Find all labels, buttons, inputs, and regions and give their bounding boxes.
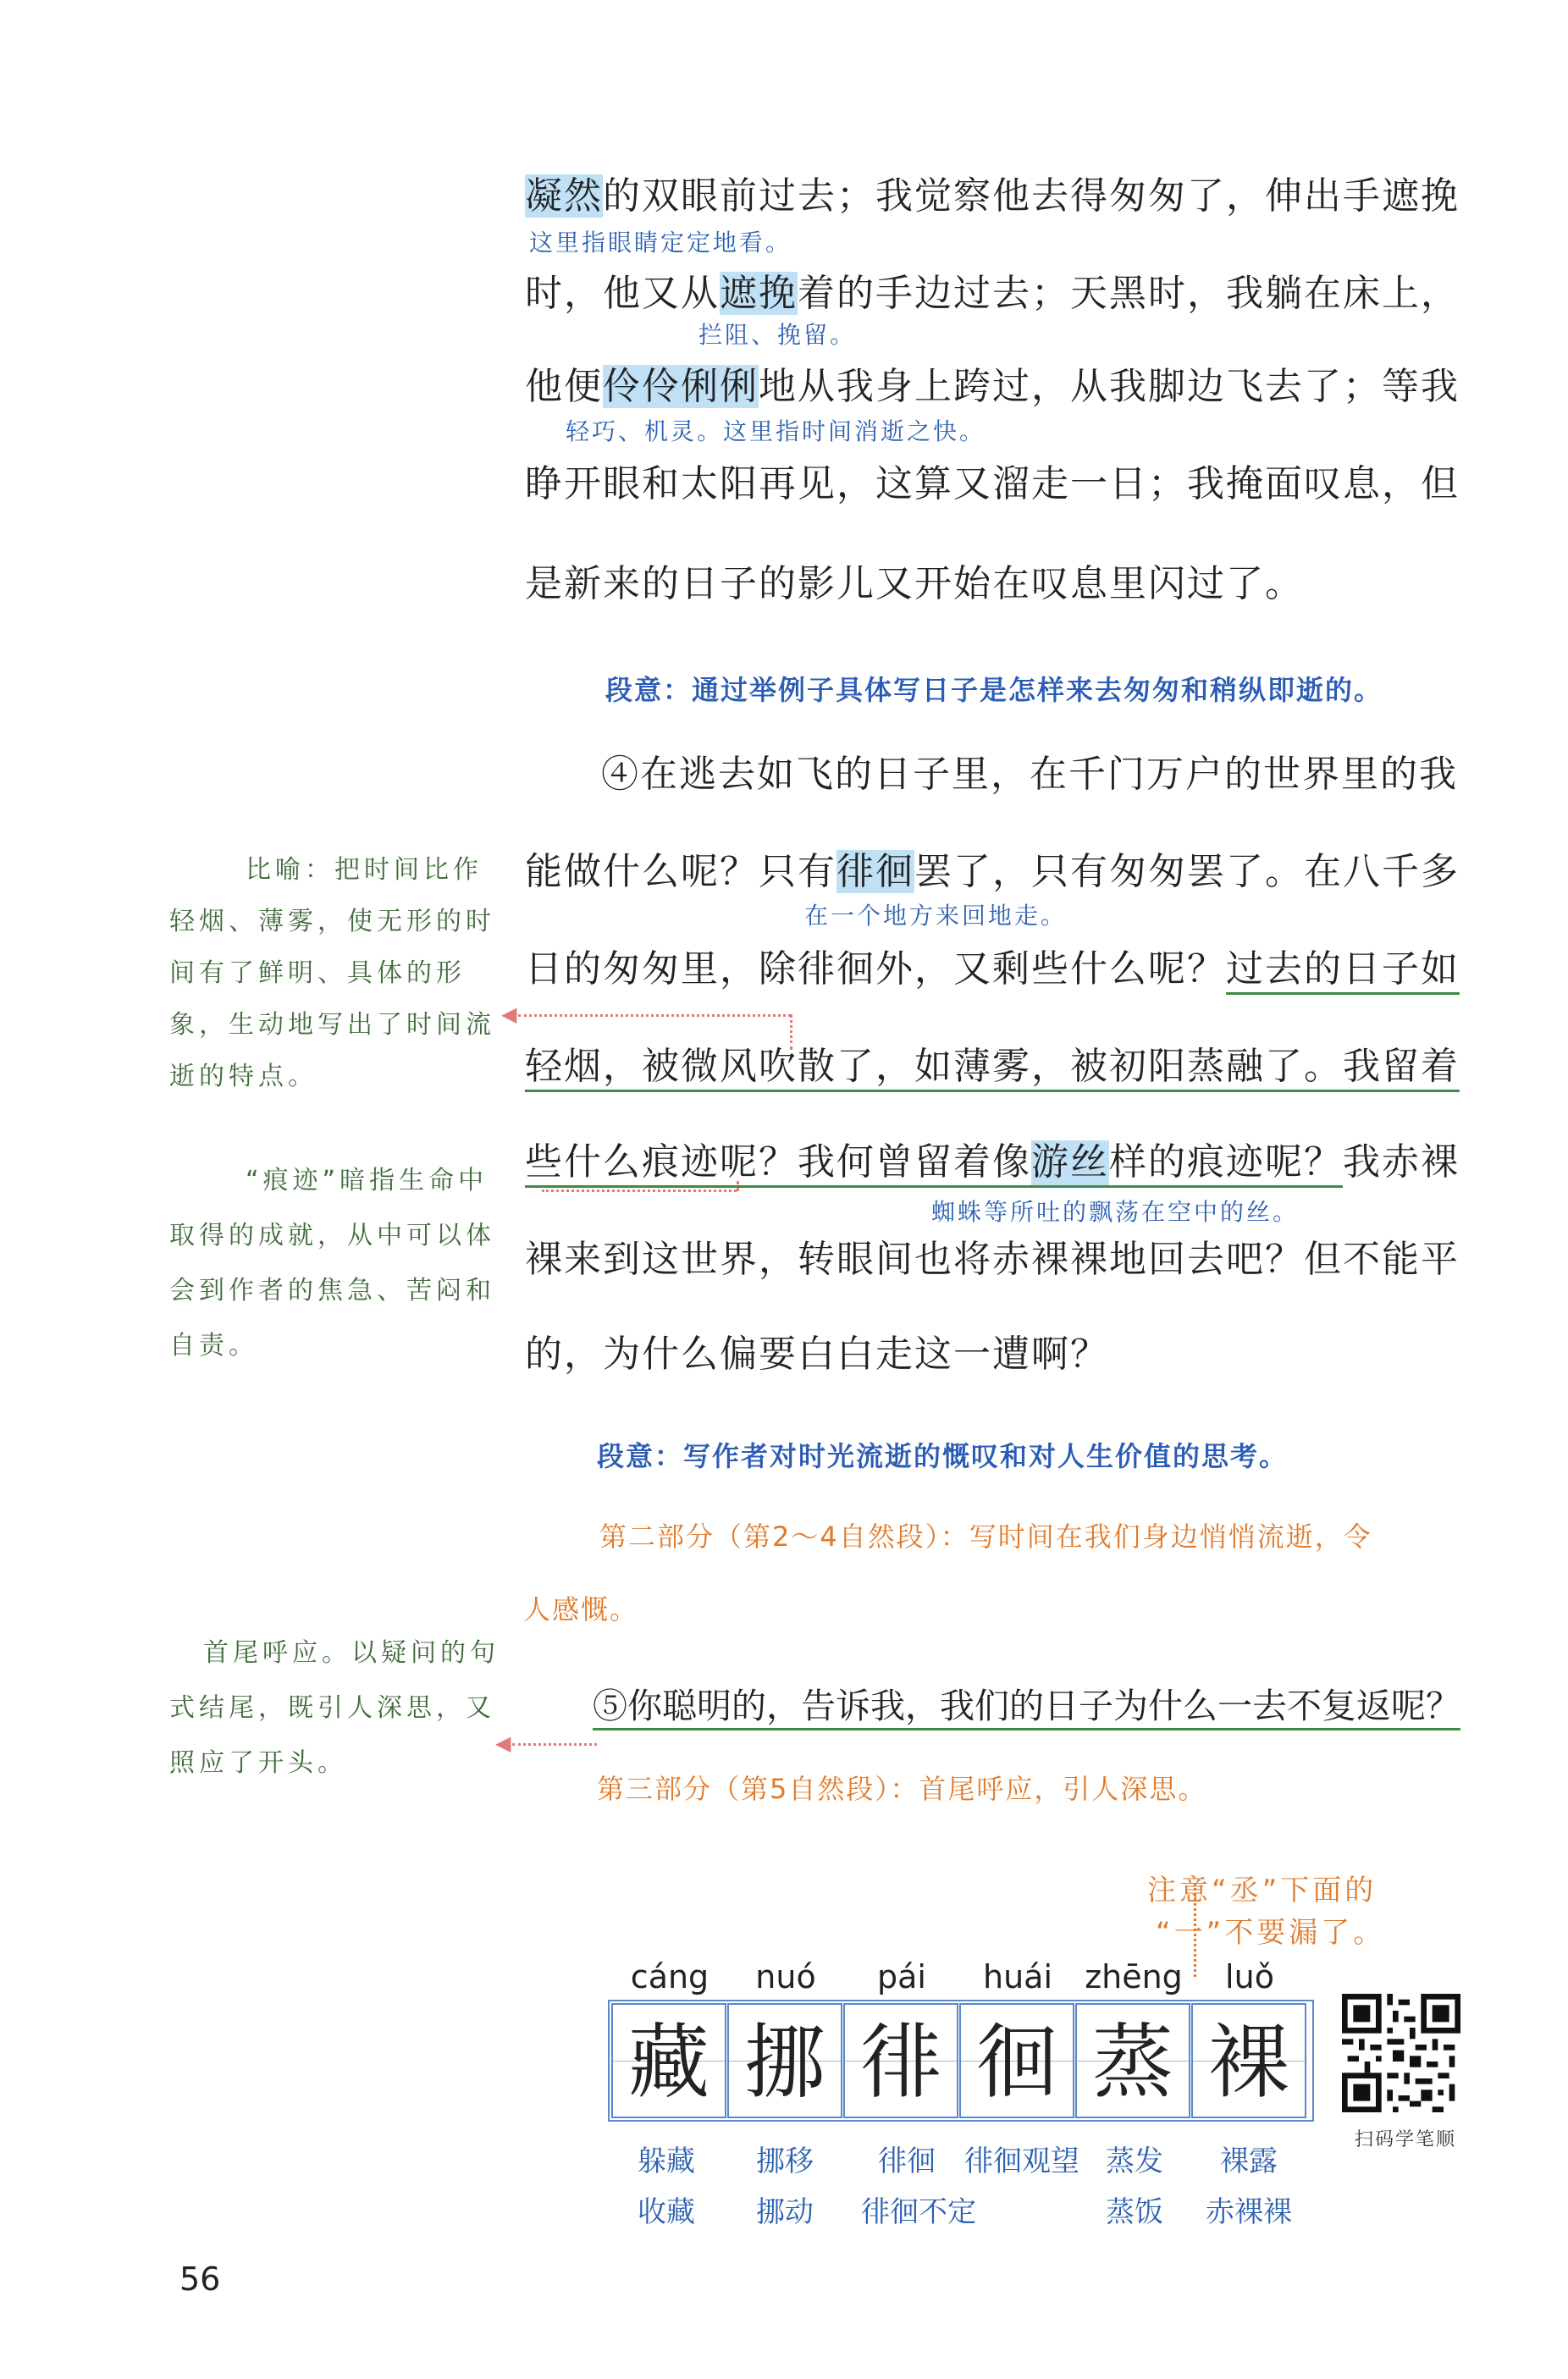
- side-note-metaphor: 比喻：把时间比作轻烟、薄雾，使无形的时间有了鲜明、具体的形象，生动地写出了时间流逝的特点。: [169, 855, 495, 1091]
- highlight-ningran: 凝然: [525, 174, 603, 218]
- qr-code-icon: [1342, 1994, 1460, 2112]
- text-line-13: [593, 1681, 1568, 1731]
- connector-line: [790, 1014, 792, 1050]
- text-line-12: 的，为什么偏要白白走这一遭啊？: [525, 1333, 1109, 1376]
- word-example: 挪移: [756, 2144, 814, 2178]
- underlined-metaphor: 过去的日子如: [1226, 947, 1460, 995]
- word-example: 徘徊观望: [964, 2144, 1079, 2178]
- part-two-summary-cont: 人感慨。: [523, 1593, 639, 1626]
- writing-tip: 注意“丞”下面的: [1147, 1874, 1378, 1907]
- character: 徘: [860, 2015, 941, 2110]
- arrow-head-icon: ◀: [501, 1002, 517, 1026]
- grid-frame: [608, 2000, 1314, 2122]
- writing-tip-cont: “一”不要漏了。: [1156, 1916, 1386, 1950]
- text-segment: 我赤裸: [1343, 1140, 1460, 1184]
- connector-line: [518, 1014, 791, 1017]
- word-example: 赤裸裸: [1206, 2195, 1292, 2229]
- gloss-yousi: 蜘蛛等所吐的飘荡在空中的丝。: [931, 1198, 1300, 1226]
- text-line-9: [525, 1041, 1507, 1092]
- text-segment: 罢了，只有匆匆罢了。在八千多: [914, 850, 1460, 893]
- text-line-10: [525, 1137, 1507, 1188]
- paragraph-summary-1: 段意：通过举例子具体写日子是怎样来去匆匆和稍纵即逝的。: [605, 674, 1383, 706]
- text-segment: 能做什么呢？只有: [525, 850, 836, 893]
- underlined-traces: 些什么痕迹呢？我何曾留着像: [525, 1140, 1031, 1188]
- gloss-zhewan: 拦阻、挽留。: [698, 321, 857, 349]
- character: 挪: [744, 2015, 825, 2110]
- text-segment: 日的匆匆里，除徘徊外，又剩些什么呢？: [525, 947, 1226, 991]
- character: 蒸: [1092, 2015, 1173, 2110]
- text-line-11: 裸来到这世界，转眼间也将赤裸裸地回去吧？但不能平: [525, 1238, 1460, 1281]
- pinyin-label: cáng: [630, 1958, 709, 1995]
- pinyin-label: pái: [877, 1958, 926, 1995]
- highlight-zhewan: 遮挽: [720, 272, 798, 315]
- side-note-ending: 首尾呼应。以疑问的句式结尾，既引人深思，又照应了开头。: [169, 1638, 500, 1778]
- highlight-yousi: 游丝: [1031, 1140, 1109, 1188]
- highlight-linglingliili: 伶伶俐俐: [603, 365, 759, 408]
- word-example: 蒸饭: [1106, 2195, 1163, 2229]
- character: 藏: [628, 2015, 709, 2110]
- underlined-traces: 我留着: [1343, 1045, 1460, 1092]
- word-example: 蒸发: [1106, 2144, 1163, 2178]
- text-segment: 的双眼前过去；我觉察他去得匆匆了，伸出手遮挽: [603, 174, 1460, 218]
- word-example: 收藏: [638, 2195, 695, 2229]
- text-segment: 他便: [525, 365, 603, 408]
- connector-line: [512, 1743, 597, 1746]
- highlight-paihuai: 徘徊: [836, 850, 914, 893]
- pinyin-label: zhēng: [1085, 1958, 1183, 1995]
- text-segment: 时，他又从: [525, 272, 720, 315]
- gloss-linglingliili: 轻巧、机灵。这里指时间消逝之快。: [566, 417, 986, 445]
- part-three-summary: 第三部分（第5自然段）：首尾呼应，引人深思。: [597, 1773, 1207, 1805]
- character: 徊: [976, 2015, 1057, 2110]
- part-two-summary: 第二部分（第2～4自然段）：写时间在我们身边悄悄流逝，令: [599, 1521, 1372, 1553]
- text-line-8: [525, 944, 1507, 995]
- arrow-head-icon: ◀: [495, 1731, 511, 1755]
- word-example: 躲藏: [638, 2144, 695, 2178]
- connector-line: [737, 1181, 739, 1191]
- side-note-traces: “痕迹”暗指生命中取得的成就，从中可以体会到作者的焦急、苦闷和自责。: [169, 1166, 495, 1361]
- gloss-ningran: 这里指眼睛定定地看。: [529, 229, 792, 257]
- text-line-2: [525, 268, 1507, 319]
- word-example: 裸露: [1220, 2144, 1278, 2178]
- pinyin-label: huái: [982, 1958, 1052, 1995]
- text-line-6: ④在逃去如飞的日子里，在千门万户的世界里的我: [601, 753, 1458, 796]
- character: 裸: [1208, 2015, 1289, 2110]
- text-line-4: 睁开眼和太阳再见，这算又溜走一日；我掩面叹息，但: [525, 462, 1460, 505]
- text-line-3: [525, 362, 1507, 412]
- page-number: 56: [179, 2260, 221, 2298]
- underlined-metaphor: 轻烟，被微风吹散了，如薄雾，被初阳蒸融了。: [525, 1045, 1343, 1092]
- text-line-5: 是新来的日子的影儿又开始在叹息里闪过了。: [525, 562, 1304, 605]
- pinyin-label: nuó: [755, 1958, 816, 1995]
- text-line-1: [525, 171, 1507, 222]
- text-segment: 地从我身上跨过，从我脚边飞去了；等我: [759, 365, 1460, 408]
- pinyin-label: luǒ: [1225, 1958, 1274, 1995]
- word-example: 徘徊: [878, 2144, 936, 2178]
- word-example: 徘徊不定: [861, 2195, 976, 2229]
- text-segment: 着的手边过去；天黑时，我躺在床上，: [798, 272, 1460, 315]
- paragraph-summary-2: 段意：写作者对时光流逝的慨叹和对人生价值的思考。: [597, 1440, 1289, 1472]
- gloss-paihuai: 在一个地方来回地走。: [804, 902, 1068, 930]
- underlined-traces: 样的痕迹呢？: [1109, 1140, 1343, 1188]
- qr-caption: 扫码学笔顺: [1354, 2129, 1456, 2150]
- underlined-ending-question: ⑤你聪明的，告诉我，我们的日子为什么一去不复返呢？: [593, 1686, 1460, 1730]
- connector-line: [542, 1190, 737, 1192]
- text-line-7: [525, 847, 1507, 897]
- word-example: 挪动: [756, 2195, 814, 2229]
